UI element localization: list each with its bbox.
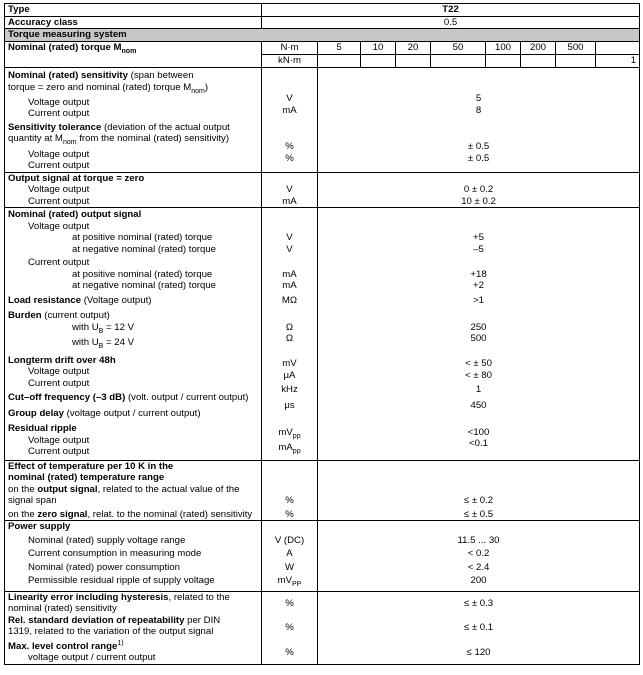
torque-10: 10 [361,42,396,55]
output-signal-block: Nominal (rated) output signal Voltage output at positive nominal (rated) torque at negative nominal (rated) torque Current output at positive nominal (rated) torque at negative nominal (rated) torque Load resistance (Voltage output) Burden (current output) with $U_B = 12$ V with $U_B = 24$ V Longterm drift over 48h Voltage output Current output Cut–off frequency (–3 dB) (volt. output / current output) Group delay (voltage output / current output) Residual ripple Voltage output Current output [5,208,262,460]
type-value: T22 [262,4,640,17]
zero-output-block: Output signal at torque = zero Voltage output Current output [5,172,262,208]
torque-50: 50 [431,42,486,55]
torque-20: 20 [396,42,431,55]
type-label: Type [5,4,262,17]
nominal-torque-label: Nominal (rated) torque $M_{nom}$ [5,42,262,68]
power-supply-block: Power supply Nominal (rated) supply voltage range Current consumption in measuring mode Nominal (rated) power consumption Permissible residual ripple of supply voltage [5,521,262,591]
sensitivity-units: V mA % % [262,68,318,173]
sensitivity-block: Nominal (rated) sensitivity (span between torque = zero and nominal (rated) torque $M_{nom}$) Voltage output Current output Sensitivity tolerance (deviation of the actual output quantity at $M_{nom}$ from the nominal (rated) sensitivity) Voltage output Current output [5,68,262,173]
accuracy-class-value: 0.5 [262,16,640,29]
section-header: Torque measuring system [5,29,640,42]
unit-knm: kN·m [262,55,318,68]
sensitivity-values: 5 8 ± 0.5 ± 0.5 [318,68,640,173]
torque-500: 500 [556,42,596,55]
unit-nm: N·m [262,42,318,55]
linearity-block: Linearity error including hysteresis, related to the nominal (rated) sensitivity Rel. standard deviation of repeatability per DIN 1319, related to the variation of the output signal Max. level control range$^{1)}$ voltage output / current output [5,591,262,664]
torque-5: 5 [318,42,361,55]
specification-table: Type T22 Accuracy class 0.5 Torque measuring system Nominal (rated) torque $M_{nom}$ N·m 5 10 20 50 100 200 500 kN·m 1 Nominal (rated) sensitivity (span between torque = zero and nominal (rated) torque $M_{nom}$) Voltage output Current output Sensitivity tolerance (deviation of the actual output quantity at $M_{nom}$ from the nominal (rated) sensitivity) Voltage output Current output V mA % % 5 8 ± 0.5 ± 0.5 Output signal at torque = zero Voltage output Current output V mA 0 ± 0.2 10 ± 0.2 Nominal (rated) output signal Voltage output at positive nominal (rated) torque at negative nominal (rated) torque Current output at positive nominal (rated) torque at negative nominal (rated) torque Load resistance (Voltage output) Burden (current output) with $U_B = 12$ V with $U_B = 24$ V Longterm drift over 48h Voltage output Current output Cut–off frequency (–3 dB) (volt. output / current output) Group delay (voltage output / current output) Residual ripple Voltage output Current output V V mA mA MΩ Ω Ω mV μA kHz μs $mV_{pp}$ $mA_{pp}$ +5 –5 +18 +2 >1 250 500 < ± 50 < ± 80 1 450 <100 <0.1 Effect of temperature per 10 K in the nominal (rated) temperature range on the output signal, related to the actual value of the signal span on the zero signal, relat. to the nominal (rated) sensitivity % % ≤ ± 0.2 ≤ ± 0.5 Power supply Nominal (rated) supply voltage range Current consumption in measuring mode Nominal (rated) power consumption Permissible residual ripple of supply voltage V (DC) A W $mV_{PP}$ 11.5 ... 30 < 0.2 < 2.4 200 Linearity error including hysteresis, related to the nominal (rated) sensitivity Rel. standard deviation of repeatability per DIN 1319, related to the variation of the output signal Max. level control range$^{1)}$ voltage output / current output % % % ≤ ± 0.3 ≤ ± 0.1 ≤ 120 [4,3,640,665]
torque-1-knm: 1 [596,55,640,68]
output-signal-units: V V mA mA MΩ Ω Ω mV μA kHz μs $mV_{pp}$ $mA_{pp}$ [262,208,318,460]
temperature-effect-block: Effect of temperature per 10 K in the nominal (rated) temperature range on the output signal, related to the actual value of the signal span on the zero signal, relat. to the nominal (rated) sensitivity [5,460,262,521]
accuracy-class-label: Accuracy class [5,16,262,29]
output-signal-values: +5 –5 +18 +2 >1 250 500 < ± 50 < ± 80 1 450 <100 <0.1 [318,208,640,460]
torque-200: 200 [521,42,556,55]
torque-100: 100 [486,42,521,55]
